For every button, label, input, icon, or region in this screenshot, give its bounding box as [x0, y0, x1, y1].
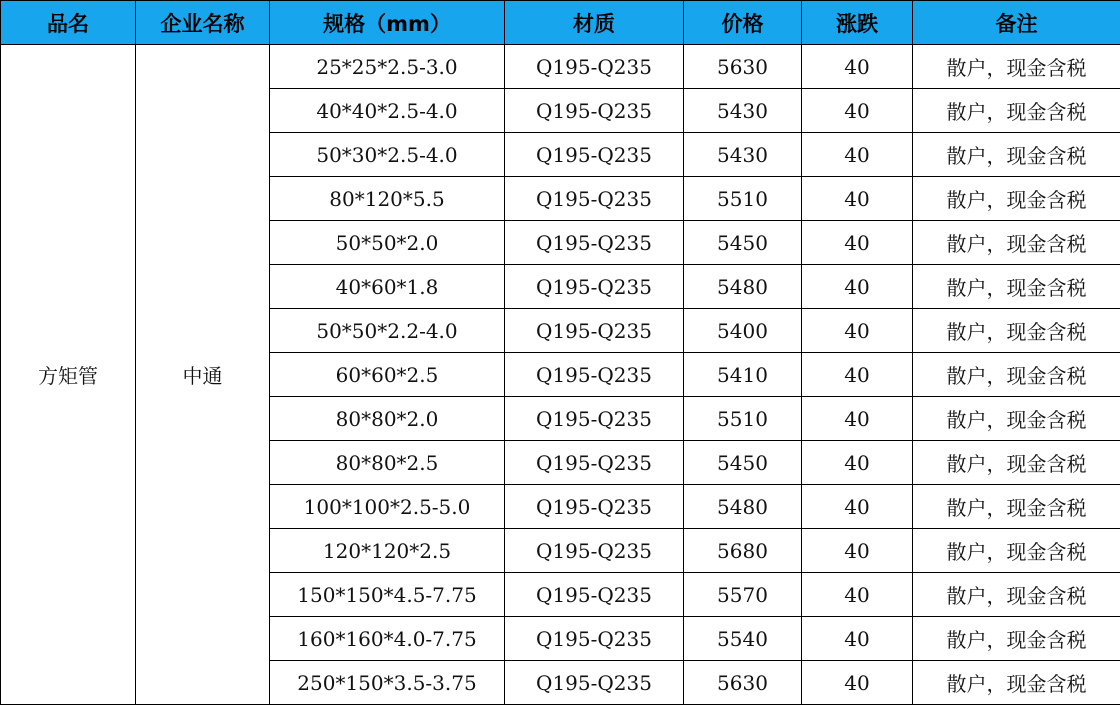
note-cell: 散户，现金含税: [913, 529, 1120, 573]
note-cell: 散户，现金含税: [913, 661, 1120, 705]
header-row: [1, 1, 1120, 45]
price-cell: 5400: [684, 309, 802, 353]
spec-cell: 80*80*2.0: [270, 397, 505, 441]
price-cell: 5430: [684, 89, 802, 133]
change-cell: 40: [802, 485, 913, 529]
change-cell: 40: [802, 617, 913, 661]
header-product-name: 品名: [1, 1, 136, 45]
change-cell: 40: [802, 177, 913, 221]
header-change: 涨跌: [802, 1, 913, 45]
material-cell: Q195-Q235: [505, 89, 684, 133]
material-cell: Q195-Q235: [505, 617, 684, 661]
note-cell: 散户，现金含税: [913, 221, 1120, 265]
price-cell: 5450: [684, 441, 802, 485]
table-header: [1, 1, 1120, 45]
change-cell: 40: [802, 265, 913, 309]
material-cell: Q195-Q235: [505, 309, 684, 353]
material-cell: Q195-Q235: [505, 485, 684, 529]
header-company-name: 企业名称: [136, 1, 270, 45]
price-cell: 5630: [684, 45, 802, 89]
note-cell: 散户，现金含税: [913, 353, 1120, 397]
material-cell: Q195-Q235: [505, 177, 684, 221]
note-cell: 散户，现金含税: [913, 441, 1120, 485]
material-cell: Q195-Q235: [505, 265, 684, 309]
change-cell: 40: [802, 573, 913, 617]
material-cell: Q195-Q235: [505, 133, 684, 177]
spec-cell: 150*150*4.5-7.75: [270, 573, 505, 617]
change-cell: 40: [802, 529, 913, 573]
table-body: [1, 45, 1120, 705]
header-price: 价格: [684, 1, 802, 45]
price-cell: 5510: [684, 177, 802, 221]
price-cell: 5680: [684, 529, 802, 573]
material-cell: Q195-Q235: [505, 661, 684, 705]
change-cell: 40: [802, 397, 913, 441]
table-row: [1, 45, 1120, 89]
material-cell: Q195-Q235: [505, 529, 684, 573]
change-cell: 40: [802, 221, 913, 265]
change-cell: 40: [802, 353, 913, 397]
price-cell: 5570: [684, 573, 802, 617]
price-cell: 5430: [684, 133, 802, 177]
price-cell: 5540: [684, 617, 802, 661]
spec-cell: 120*120*2.5: [270, 529, 505, 573]
header-note: 备注: [913, 1, 1120, 45]
price-cell: 5480: [684, 265, 802, 309]
spec-cell: 50*50*2.2-4.0: [270, 309, 505, 353]
spec-cell: 50*50*2.0: [270, 221, 505, 265]
spec-cell: 25*25*2.5-3.0: [270, 45, 505, 89]
note-cell: 散户，现金含税: [913, 265, 1120, 309]
price-cell: 5450: [684, 221, 802, 265]
price-cell: 5480: [684, 485, 802, 529]
material-cell: Q195-Q235: [505, 221, 684, 265]
spec-cell: 50*30*2.5-4.0: [270, 133, 505, 177]
price-cell: 5630: [684, 661, 802, 705]
change-cell: 40: [802, 133, 913, 177]
header-spec: 规格（mm）: [270, 1, 505, 45]
change-cell: 40: [802, 441, 913, 485]
spec-cell: 250*150*3.5-3.75: [270, 661, 505, 705]
note-cell: 散户，现金含税: [913, 397, 1120, 441]
note-cell: 散户，现金含税: [913, 617, 1120, 661]
note-cell: 散户，现金含税: [913, 309, 1120, 353]
material-cell: Q195-Q235: [505, 441, 684, 485]
price-cell: 5410: [684, 353, 802, 397]
change-cell: 40: [802, 309, 913, 353]
company-name-cell: 中通: [136, 45, 270, 705]
note-cell: 散户，现金含税: [913, 485, 1120, 529]
change-cell: 40: [802, 45, 913, 89]
spec-cell: 40*40*2.5-4.0: [270, 89, 505, 133]
change-cell: 40: [802, 661, 913, 705]
spec-cell: 100*100*2.5-5.0: [270, 485, 505, 529]
note-cell: 散户，现金含税: [913, 133, 1120, 177]
note-cell: 散户，现金含税: [913, 177, 1120, 221]
spec-cell: 80*120*5.5: [270, 177, 505, 221]
header-material: 材质: [505, 1, 684, 45]
material-cell: Q195-Q235: [505, 353, 684, 397]
note-cell: 散户，现金含税: [913, 89, 1120, 133]
note-cell: 散户，现金含税: [913, 573, 1120, 617]
change-cell: 40: [802, 89, 913, 133]
material-cell: Q195-Q235: [505, 45, 684, 89]
note-cell: 散户，现金含税: [913, 45, 1120, 89]
product-name-cell: 方矩管: [1, 45, 136, 705]
spec-cell: 60*60*2.5: [270, 353, 505, 397]
material-cell: Q195-Q235: [505, 573, 684, 617]
spec-cell: 80*80*2.5: [270, 441, 505, 485]
spec-cell: 40*60*1.8: [270, 265, 505, 309]
price-cell: 5510: [684, 397, 802, 441]
spec-cell: 160*160*4.0-7.75: [270, 617, 505, 661]
material-cell: Q195-Q235: [505, 397, 684, 441]
